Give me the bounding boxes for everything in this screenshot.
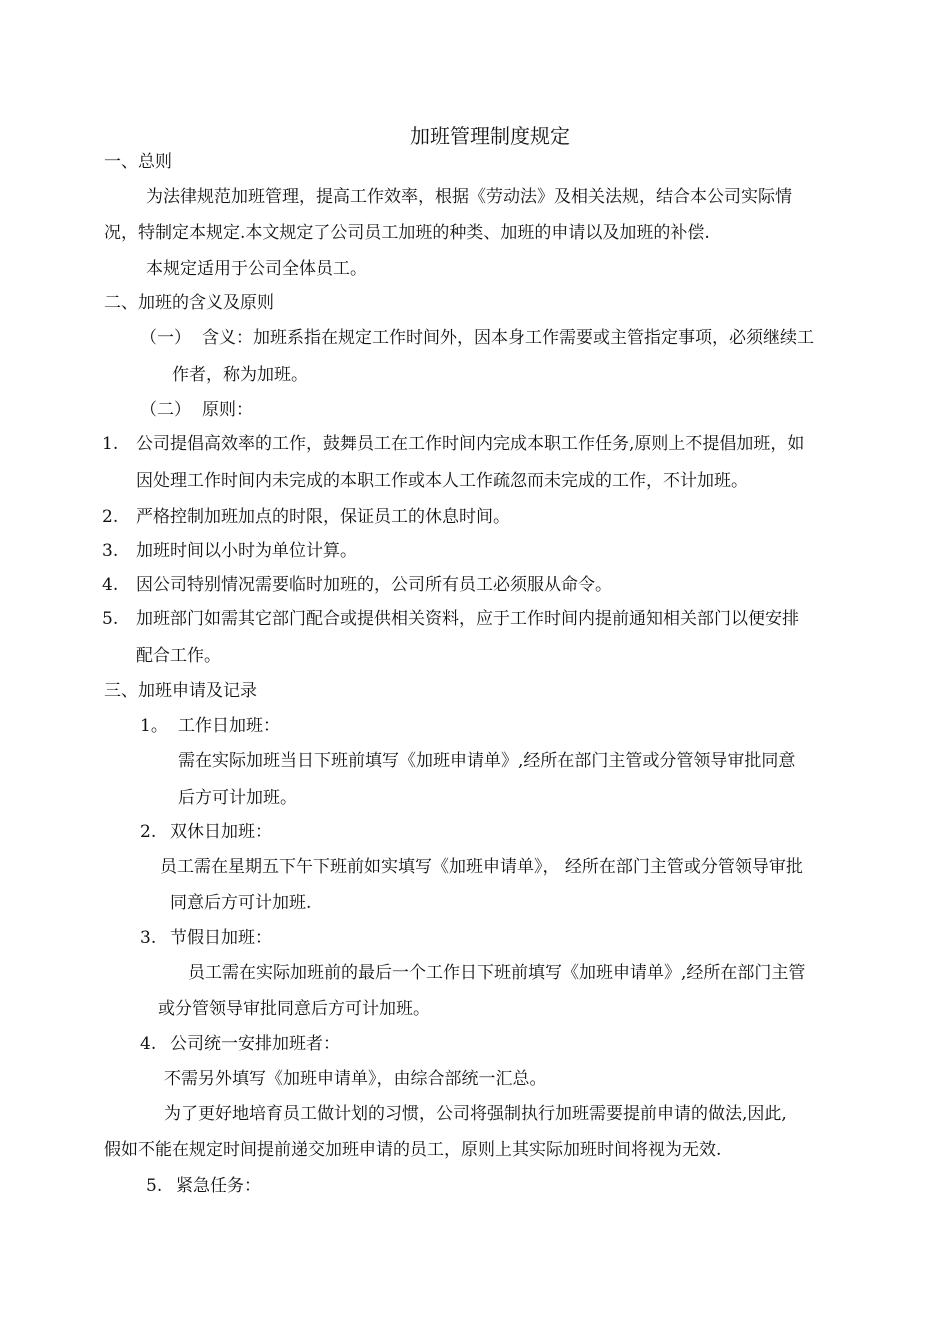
list-item-text: 严格控制加班加点的时限，保证员工的休息时间。 (136, 507, 510, 527)
subsection-text: 不需另外填写《加班申请单》，由综合部统一汇总。 (164, 1069, 547, 1089)
list-item-text: 配合工作。 (136, 646, 221, 666)
subsection-title: 公司统一安排加班者： (170, 1034, 340, 1054)
subsection-number: 2. (140, 822, 157, 842)
definition-line: 作者，称为加班。 (172, 365, 308, 385)
subsection-title: 紧急任务： (176, 1176, 261, 1196)
subsection-text: 同意后方可计加班. (170, 893, 312, 913)
subsection-number: 3. (140, 928, 157, 948)
page-title: 加班管理制度规定 (410, 124, 570, 148)
subsection-text: 后方可计加班。 (178, 788, 297, 808)
section-1-paragraph-line: 况，特制定本规定.本文规定了公司员工加班的种类、加班的申请以及加班的补偿. (104, 223, 710, 243)
list-item-number: 4. (102, 575, 119, 595)
list-item-text: 加班部门如需其它部门配合或提供相关资料，应于工作时间内提前通知相关部门以便安排 (136, 609, 799, 629)
subsection-title: 双休日加班： (170, 822, 272, 842)
list-item-number: 3. (102, 541, 119, 561)
section-1-heading: 一、总则 (104, 152, 172, 172)
subsection-text: 需在实际加班当日下班前填写《加班申请单》,经所在部门主管或分管领导审批同意 (178, 751, 796, 771)
list-item-number: 2. (102, 507, 119, 527)
subsection-title: 节假日加班： (170, 928, 272, 948)
definition-line: 含义：加班系指在规定工作时间外，因本身工作需要或主管指定事项，必须继续工 (202, 328, 814, 348)
principle-marker: （二） (140, 400, 191, 420)
subsection-number: 4. (140, 1034, 157, 1054)
section-1-scope-paragraph: 本规定适用于公司全体员工。 (146, 259, 367, 279)
definition-marker: （一） (140, 328, 191, 348)
subsection-text: 员工需在星期五下午下班前如实填写《加班申请单》， 经所在部门主管或分管领导审批 (160, 857, 803, 877)
subsection-number: 1。 (140, 716, 168, 736)
list-item-text: 因处理工作时间内未完成的本职工作或本人工作疏忽而未完成的工作，不计加班。 (136, 471, 748, 491)
note-paragraph-line: 为了更好地培育员工做计划的习惯，公司将强制执行加班需要提前申请的做法,因此, (164, 1104, 787, 1124)
subsection-title: 工作日加班： (178, 716, 280, 736)
list-item-text: 公司提倡高效率的工作，鼓舞员工在工作时间内完成本职工作任务,原则上不提倡加班，如 (136, 434, 805, 454)
section-3-heading: 三、加班申请及记录 (104, 681, 257, 701)
subsection-text: 员工需在实际加班前的最后一个工作日下班前填写《加班申请单》,经所在部门主管 (188, 963, 806, 983)
list-item-number: 1. (102, 434, 119, 454)
principle-label: 原则： (202, 400, 253, 420)
section-2-heading: 二、加班的含义及原则 (104, 293, 274, 313)
section-1-paragraph-line: 为法律规范加班管理，提高工作效率，根据《劳动法》及相关法规，结合本公司实际情 (146, 187, 792, 207)
subsection-number: 5. (146, 1176, 163, 1196)
subsection-text: 或分管领导审批同意后方可计加班。 (158, 999, 430, 1019)
list-item-text: 因公司特别情况需要临时加班的，公司所有员工必须服从命令。 (136, 575, 612, 595)
note-paragraph-line: 假如不能在规定时间提前递交加班申请的员工，原则上其实际加班时间将视为无效. (104, 1140, 722, 1160)
list-item-text: 加班时间以小时为单位计算。 (136, 541, 357, 561)
list-item-number: 5. (102, 609, 119, 629)
